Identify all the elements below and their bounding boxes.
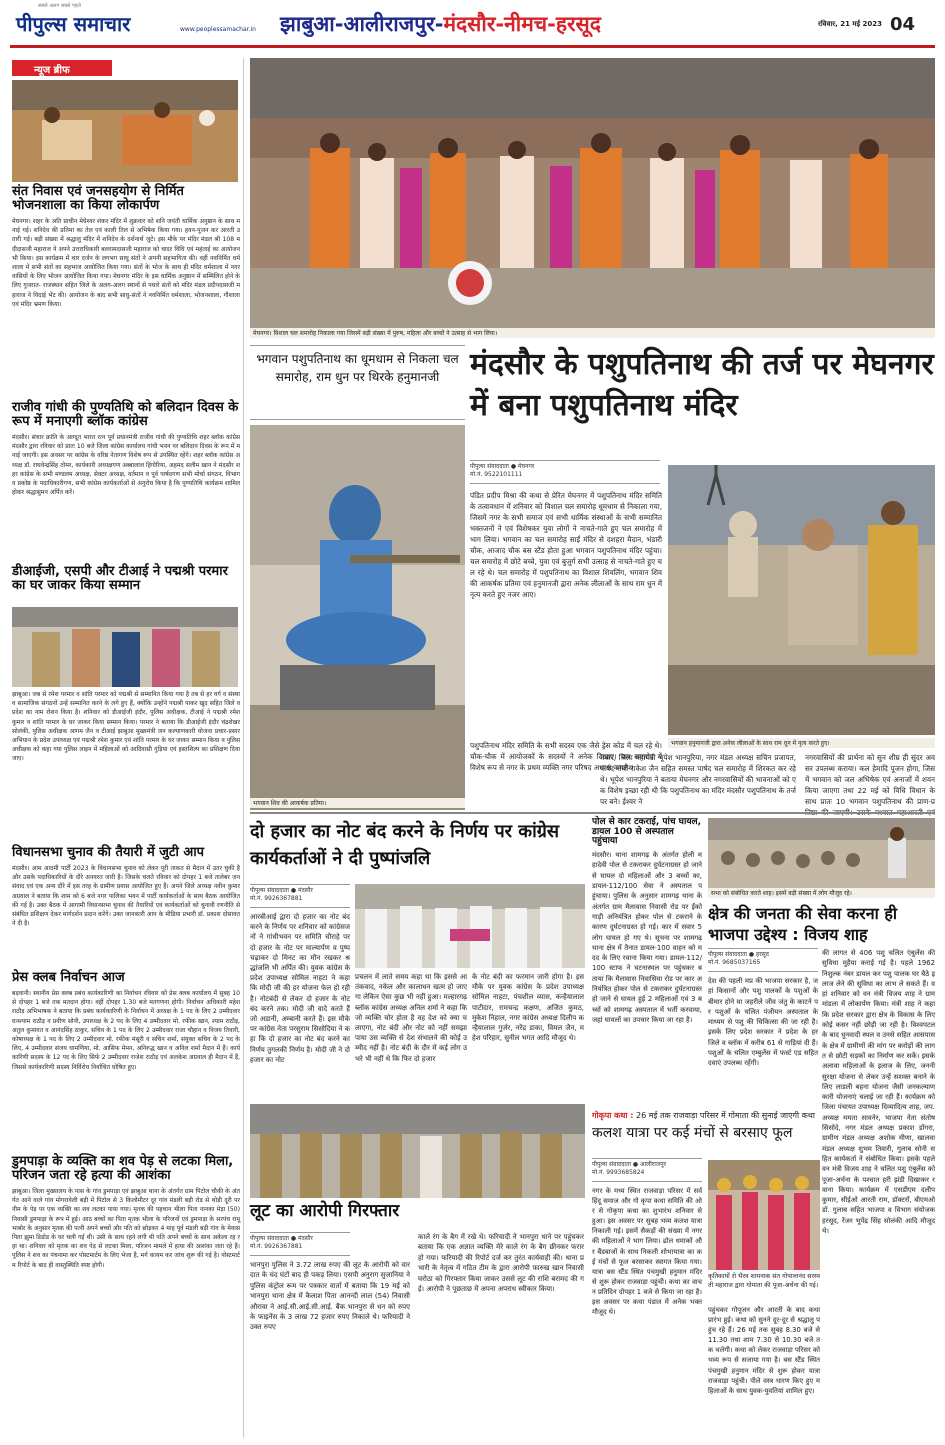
accident-body: मंदसौर। थाना शामगढ़ के अंतर्गत होली महादेवी पोल से टकराकर दुर्घटनाग्रस्त हो जाने से घायल दो महिलाओं और 3 बच्चों का, डायल-112/100 सेवा ने अस्पताल पहुंचाया। पुलिस के अनुसार शामगढ़ थाना के अंतर्गत ग्राम मैलावास निवासी रोड पर ईंको गाड़ी अनियंत्रित होकर पोल से टकराने के कारण दुर्घटनाग्रस्त हो गई। कार में सवार 5 लोग घायल हो गए थे। सूचना पर शामगढ़ थाना क्षेत्र में तैनात डायल-100 वाहन को मदद के लिए रवाना किया गया। डायल-112/100 स्टाफ ने घटनास्थल पर पहुंचकर बताया कि मैलावास निवासिया रोड पर कार अनियंत्रित होकर पोल से टकराकर दुर्घटनाग्रस्त हो जाने से घायल हुई 2 महिलाओं एवं 3 बच्चों को शामगढ़ अस्पताल में भर्ती करवाया, जहां घायलों का उपचार किया जा रहा है। xyxy=(592,851,702,1024)
issue-date: रविवार, 21 मई 2023 xyxy=(818,20,882,28)
masthead-tagline: सबसे अलग सबसे पहले xyxy=(38,3,81,9)
notebandi-photo xyxy=(355,884,585,968)
region-title-b: मंदसौर-नीमच-हरसूद xyxy=(443,12,601,36)
loot-photo xyxy=(250,1104,585,1198)
brief-body: झाबुआ। जिला मुख्यालय के पास के गांव डुमपाड़ा एवं झाबुआ थाना के अंतर्गत ग्राम पिटोल चौकी के अंतर्गत आने वाले गांव मोगरावेली बड़ी में पिटोल से 3 किलोमीटर दूर गांव मंडली बड़ी रोड से थोड़ी दूरी पर नीम के पेड़ पर एक व्यक्ति का शव लटका पाया गया। मृतक की पहचान भीला पिता नानका मेड़ा (50) निवासी डुमपाड़ा के रूप में हुई। आठ बच्चों का पिता मृतक भीला के परिजनों एवं डुमपाड़ा के सरपंच रामू भाबोर के अनुसार मृतक की पत्नी अपने बच्चों और पति को छोड़कर 4 माह पूर्व मंडली बड़ी गांव के मेवास पिता झुमा डिडोड के घर चली गई थी। उसी के साथ रहने लगी थी पति अपने बच्चों के साथ अकेला रह रहा था। शनिवार को मृतक का शव पेड़ से लटका मिला, परिजन मामले में हत्या की आशंका जता रहे हैं। पुलिस ने शव का पंचनामा कर पोस्टमार्टम के लिए भेजा है, मर्ग कायम कर जांच शुरू की गई है। पोस्टमार्टम रिपोर्ट के बाद ही वास्तुस्थिति स्पष्ट होगी। xyxy=(12,1188,240,1269)
notebandi-col-2: प्रचलन में लाते समय कहा था कि इससे आतंकवाद, नकेल और कालाधन खत्म हो जाएगा लेकिन ऐसा कुछ भी नहीं हुआ। मल्हारगढ़ ब्लॉक कांग्रेस अध्यक्ष अनिल शर्मा ने कहा कि जो व्यक्ति चोर होता है वह देश को क्या चलाएगा, नोट बंदी और नोट को नहीं समझा पाया उस व्यक्ति से देश संभालने की कोई उम्मीद नहीं है। नोट बंदी के दौर में कई लोग उभरे भी नहीं थे कि फिर दो हजार xyxy=(355,973,467,1063)
accident-story xyxy=(592,818,702,1108)
brief-photo-padmashri xyxy=(12,607,238,687)
brief-body: मेघनगर। शहर के अति प्राचीन मेघेश्वर शंकर मंदिर में शुक्रवार को शनि जयंती धार्मिक अनुष्ठान के साथ मनाई गई। शनिदेव की प्रतिमा का तेल एवं काली तिल से अभिषेक किया गया। हवन-पूजन कर आरती उतारी गई। बड़ी संख्या में श्रद्धालु मंदिर में शनिदेव के दर्शनार्थ जुटे। इस मौके पर मंदिर मंडल श्री 108 मदीदासजी महाराज ने अपने उत्तराधिकारी बलरामदासजी महाराज को चादर विधि एवं महंताई का आयोजन भी किया। इस कार्यक्रम में चार दर्जन के लगभग साधु संतों ने अपनी सहभागिता की। वहीं नवनिर्मित धर्मशाला में सभी संतों का सहभाज आयोजित किया गया। संतों के भोज के साथ ही मंदिर धर्मशाला में नगरवासियों के लिए भोजन आयोजित किया गया। मेघनगर मंदिर के इस धार्मिक अनुष्ठान में सम्मिलित होने के लिए गुजरात- राजस्थान सहित जिले के अलग-अलग स्थानों से पधारे संतों को मंदिर मंडल प्रदीपदासजी महाराज ने विदाई भेंट की। आयोजन के बाद सभी साधु-संतों ने नवनिर्मित धर्मशाला, भोजनशाला, गौशाला एवं मंदिर भ्रमण किया। xyxy=(12,218,240,308)
byline-name: पीपुल्स संवाददाता ● हरसूद xyxy=(708,951,769,958)
byline-phone: मो.नं. 9926367881 xyxy=(250,1243,303,1250)
lead-photo3-caption: भगवान हनुमानजी द्वारा अनेक लीलाओं के साथ राम धुन में नृत्य करते हुए। xyxy=(668,738,935,748)
gaukatha-kicker-label: गोकृपा कथा : xyxy=(592,1111,634,1120)
gaukatha-col-1: नगर के मध्य स्थित राजवाड़ा परिसर में सर्व हिंदू समाज और गो कृपा कथा समिति की ओर से गोकृपा कथा का शुभारंभ शनिवार से हुआ। इस अवसर पर सुबह भव्य कलश यात्रा निकाली गई। इसमें सैकड़ों की संख्या में नगर की महिलाओं ने भाग लिया। ढोल धमाकों और बैंडबाजों के साथ निकली शोभायात्रा का कई मंचों से फूल बरसाकर स्वागत किया गया। यात्रा बस स्टैंड स्थित पंचमुखी हनुमान मंदिर से शुरू होकर राजवाड़ा पहुंची। कथा का वाचन प्रतिदिन दोपहर 1 बजे से किया जा रहा है। इस अवसर पर कथा पंडाल में अनेक भक्त मौजूद थे। xyxy=(592,1187,702,1317)
loot-col-1: भानपुरा पुलिस ने 3.72 लाख रुपए की लूट के आरोपी को वारदात के चंद घंटों बाद ही पकड़ लिया। एसपी अनुराग सुजानिया ने पुलिस कंट्रोल रूम पर पत्रकार वार्ता में बताया कि 19 मई को भानपुरा थाना क्षेत्र में कैलाश पिता आनन्दी लाल (54) निवासी औरावा ने आई.सी.आई.सी.आई. बैंक भानपुरा से धन को रुपए के फाइनेंस के 3 लाख 72 हजार रुपए निकाले थे। फरियादी ने उक्त रुपए xyxy=(250,1261,410,1332)
brief-item-3-head xyxy=(12,565,240,605)
region-title-a: झाबुआ-आलीराजपुर- xyxy=(280,12,444,36)
byline-phone: मो.नं. 9685037165 xyxy=(708,959,761,966)
lead-photo-caption: मेघनगर। विशाल चल समारोह निकाला गया जिसमें बड़ी संख्या में पुरुष, महिला और बच्चों ने उत्साह से भाग लिया। xyxy=(250,328,935,338)
brief-title: डीआईजी, एसपी और टीआई ने पद्मश्री परमार का घर जाकर किया सम्मान xyxy=(12,564,228,594)
lead-headline xyxy=(470,345,935,455)
lead-byline xyxy=(470,460,660,484)
lead-subhead-text: भगवान पशुपतिनाथ का धूमधाम से निकला चल समारोह, राम धुन पर थिरके हनुमानजी xyxy=(256,352,459,384)
gaukatha-headline-text: कलश यात्रा पर कई मंचों से बरसाए फूल xyxy=(592,1125,793,1141)
byline-phone: मो.नं. 9993685824 xyxy=(592,1169,645,1176)
brief-item-4 xyxy=(12,846,240,966)
brief-title: प्रेस क्लब निर्वाचन आज xyxy=(12,970,125,985)
brief-item-2 xyxy=(12,401,240,561)
brief-item-3-body xyxy=(12,690,240,840)
byline-phone: मो.नं. 9926367881 xyxy=(250,895,303,902)
bjp-headline xyxy=(708,904,935,946)
loot-headline xyxy=(250,1202,585,1230)
byline-phone: मो.नं. 9522101111 xyxy=(470,471,523,478)
brief-title: विधानसभा चुनाव की तैयारी में जुटी आप xyxy=(12,845,205,860)
lead-subhead xyxy=(250,345,465,420)
byline-name: पीपुल्स संवाददाता ● आलीराजपुर xyxy=(592,1161,667,1168)
brief-label-text: न्यूज ब्रीफ xyxy=(34,65,70,76)
gaukatha-kicker xyxy=(592,1110,817,1124)
notebandi-byline xyxy=(250,884,350,908)
gaukatha-col-2: पहुंचकर गोपूजन और आरती के बाद कथा प्रारंभ हुई। कथा को सुनने दूर-दूर से श्रद्धालु पहुंच रहे हैं। 26 मई तक सुबह 8.30 बजे से 11.30 तथा शाम 7.30 से 10.30 बजे तक चलेगी। कथा को लेकर राजवाड़ा परिसर को भव्य रूप से सजाया गया है। बस स्टैंड स्थित पंचमुखी हनुमान मंदिर से शुरू होकर यात्रा राजवाड़ा पहुंची। पीले वस्त्र धारण किए हुए महिलाओं के साथ युवक-युवतियां शामिल हुए। xyxy=(708,1306,820,1395)
gaukatha-kicker-text: 26 मई तक राजवाड़ा परिसर में गोमाता की सुनाई जाएगी कथा xyxy=(635,1111,815,1120)
bjp-photo xyxy=(708,818,935,888)
lead-body-2: पशुपतिनाथ मंदिर समिति के सभी सदस्य एक जैसे ड्रेस कोड में चल रहे थे। चौक-चौक में आयोजकों के सदस्यों ने अनेक दिखाए। चल समारोह में विशेष रूप से नगर के प्रथम व्यक्ति नगर परिषद अध्यक्ष कमलेश xyxy=(470,741,662,772)
website-url[interactable]: www.peoplessamachar.in xyxy=(180,26,256,33)
lead-photo-shiva xyxy=(250,425,465,810)
loot-byline xyxy=(250,1232,350,1256)
notebandi-headline xyxy=(250,818,580,880)
masthead xyxy=(0,0,945,56)
gaukatha-photo xyxy=(708,1160,820,1270)
masthead-rule xyxy=(10,45,935,48)
loot-headline-text: लूट का आरोपी गिरफ्तार xyxy=(250,1201,400,1221)
page-number: 04 xyxy=(890,14,916,35)
gaukatha-photo-caption: कृतिकायों रो भैरव शामनाक संत गोपालानंद सरस्वती महाराज द्वारा गोमाता की पूजा-अर्चना की गई। xyxy=(708,1273,820,1290)
bjp-byline xyxy=(708,948,818,972)
brief-item-1 xyxy=(12,185,240,397)
lead-headline-text: मंदसौर के पशुपतिनाथ की तर्ज पर मेघनगर में बना पशुपतिनाथ मंदिर xyxy=(470,347,934,423)
byline-name: पीपुल्स संवाददाता ● मंदसौर xyxy=(250,1235,313,1242)
bjp-col-2: की लागत से 406 पशु चलित एंबुलेंस की सुविधा मुहैया कराई गई है। पहले 1962 निशुल्क नंबर डायल कर पशु पालक घर बैठे इलाज लेने की सुविधा का लाभ ले सकते हैं। वहां शनिवार को वन मंत्री विजय शाह ने ग्राम मांडला में लोकार्पण किया। मंत्री शाह ने कहा कि प्रदेश सरकार द्वारा क्षेत्र के विकास के लिए कोई कसर नहीं छोड़ी जा रही है। विश्वपटल के बाद धुनवादी स्थल व उनसे सहित आसपास के क्षेत्र में ग्रामीणों की मांग पर करोड़ों की लागत से छोटी सड़कों का निर्माण कर सकें। इसके अलावा महिलाओं के इलाज के लिए, जननी सुरक्षा योजना से लेकर उन्हें सशक्त बनाने के लिए लाडली बहना योजना जैसी जनकल्याणकारी योजनाएं चलाई जा रही हैं। कार्यक्रम को जिला पंचायत उपाध्यक्ष दिव्यादित्य शाह, जप. अध्यक्ष ममता सावनेर, भाजपा नेता संतोष सिसोदे, नगर मंडल अध्यक्ष प्रकाश डोंगरा, ग्रामीण मंडल अध्यक्ष अशोक मीणा, खालवा मंडल अध्यक्ष शुभम तिवारी, गुलाब सोनी सहित कार्यकर्ता ने संबोधित किया। इसके पहले वन मंत्री विजय शाह ने चलित पशु एंबुलेंस को पूजा-अर्चना के पश्चात हरी झंडी दिखाकर रवाना किया। कार्यक्रम में एसडीएम दलीप कुमार, सीईओ आरती राम, डॉक्टरों, बीएमओ डॉ. गुलाब सहित भाजपा व विभाग संयोजक हरसूद, रेंजर भूपेंद्र सिंह सोलंकी आदि मौजूद थे। xyxy=(822,949,935,1236)
notebandi-headline-text: दो हजार का नोट बंद करने के निर्णय पर कांग्रेस कार्यकर्ताओं ने दी पुष्पांजलि xyxy=(250,821,560,869)
notebandi-col-3: के नोट बंदी का फरमान जारी होगा है। इस मौके पर युवक कांग्रेस के प्रदेश उपाध्यक्ष सोमिल नाहटा, पंचशील व्यास, कन्हैयालाल पाटीदार, रामचन्द्र कक्षण, अजित कुमठ, मुकेश निहाल, नगर कांग्रेस अध्यक्ष दिलीप कन्हैयालाल गुर्जर, नरेंद्र डाका, विमल जैन, महेश परिहार, सुनील भगत आदि मौजूद थे। xyxy=(472,973,584,1043)
loot-col-2: काले रंग के बैग में रखे थे। फरियादी ने भानपुरा थाने पर पहुंचकर बताया कि एक अज्ञात व्यक्ति मेरे काले रंग के बैग छीनकर फरार हो गया। फरियादी की रिपोर्ट दर्ज कर तुरंत कार्यवाही की। थाना प्रभारी के नेतृत्व में गठित टीम के द्वारा आरोपी फारुख खान निवासी घरोठा को गिरफ्तार किया जाकर उससे लूट की राशि बरामद की गई। आरोपी ने पूछताछ में अपना अपराध स्वीकार किया। xyxy=(418,1233,584,1294)
brief-title: संत निवास एवं जनसहयोग से निर्मित भोजनशाला का किया लोकार्पण xyxy=(12,184,184,214)
lead-body-3: मचार, जिला महामंत्री भूपेश भानपुरिया, नगर मंडल अध्यक्ष सचिन प्रजापत, पार्षद रांची राकेश जैन सहित समस्त पार्षद चल समारोह में शिरकत कर रहे थे। भूपेश भानपुरिया ने बताया मेघनगर और नगरवासियों की भावनाओं को एक विशेष इच्छा रही थी कि पशुपतिनाथ का मंदिर मंदसौर पशुपतिनाथ के तर्ज पर बने। ईश्वर ने xyxy=(600,753,796,806)
newspaper-logo[interactable]: पीपुल्स समाचार xyxy=(16,12,131,36)
column-divider xyxy=(243,58,244,1438)
section-rule xyxy=(250,812,935,814)
bjp-col-1: देश की पहली मप्र की भाजपा सरकार है, जहां किसानों और पशु पालकों के पशुओं के बीमार होने या जहरीले जीव जंतु के काटने पर पशुओं के चलित पंजीयन अस्पताल के माध्यम से पशु की चिकित्सा की जा रही है। इसके लिए प्रदेश सरकार ने प्रदेश के हर जिले व ब्लॉक में करीब 61 से गाड़ियां दी हैं। पशुओं के चलित एम्बुलेंस में फर्स्ट एड सहित दवाएं उपलब्ध रहेंगी। xyxy=(708,977,818,1068)
brief-body: झाबुआ। जब से रमेश परमार व शांति परमार को पद्मश्री से सम्मानित किया गया है तब से हर वर्ग व संस्था व सामाजिक संगठनों उन्हें सम्मानित करने के लगे हुए हैं, क्योंकि उन्होंने पद्मश्री पाकर खुद सहित जिले व प्रदेश का नाम रोशन किया है। शनिवार को डीआईजी इंदौर, पुलिस अधीक्षक, टीआई ने पद्मश्री रमेश कुमार व शांति परमार के घर जाकर किया सम्मान किया। परमार ने बताया कि डीआईजी इंदौर चंद्रशेखर सोलंकी, पुलिस अधीक्षक आगम जैन व टीआई झाबुआ मुख्यमंत्री जन कल्याणकारी योजना प्रचार-प्रसार अभियान के प्रदेश उपाध्यक्ष एवं पद्मश्री रमेश कुमार एवं शांति परमार के घर जाकर सम्मान किया व पुलिस अधीक्षक को कहा गया पुलिस लाइन में महिलाओं को आदिवासी गुड़िया एवं हस्तशिल्प का प्रशिक्षण दिया जाए। xyxy=(12,691,240,763)
lead-body-4: नगरवासियों की प्रार्थना को सुन शीघ्र ही सुंदर अवसर उपलब्ध कराया। कल हेमादि पूजन होगा, जिसमें भगवान को जल अभिषेक एवं अनाजों में शयन किया जाएगा तथा 22 मई को विधि विधान के साथ प्रातः 10 भगवान पशुपतिनाथ की प्राण-प्र xyxy=(805,753,935,806)
brief-photo-bhojanshala xyxy=(12,80,238,182)
byline-name: पीपुल्स संवाददाता ● मंदसौर xyxy=(250,887,313,894)
bjp-photo-caption: सभा को संबोधित करते शाह। इसमें बड़ी संख्या में लोग मौजूद रहे। xyxy=(708,888,935,898)
byline-name: पीपुल्स संवाददाता ● मेघनगर xyxy=(470,463,535,470)
brief-body: मंदसौर। आम आदमी पार्टी 2023 के विधानसभा चुनाव को लेकर पूरी ताकत से मैदान में उतर चुकी है और उसके पदाधिकारियों के दौरे अनवरत जारी है। जिसके चलते रविवार को दोपहर 1 बजे तालेबर जनसंवाद एवं एक अन्य दौरे में इस तरह के ग्रामीण प्रवास आयोजित हुए हैं। अपने जिले अध्यक्ष नवीन कुमार अग्रवाल ने बताया कि शाम को 6 बजे नगर पालिका भवन में पार्टी कार्यकर्ताओं के साथ बैठक आयोजित की गई है। उक्त बैठक में आगामी विधानसभा चुनाव की तैयारियों एवं कार्यकर्ताओं को चुनावी रणनीति से संबंधित प्रशिक्षण देकर मार्गदर्शन प्रदान करेंगे। उक्त जानकारी आप के मीडिया प्रभारी डॉ. प्रकाश दोसावत ने दी है। xyxy=(12,865,240,928)
bjp-headline-text: क्षेत्र की जनता की सेवा करना ही भाजपा उद्देश्य : विजय शाह xyxy=(708,904,897,944)
lead-photo-procession xyxy=(250,58,935,328)
brief-title: राजीव गांधी की पुण्यतिथि को बलिदान दिवस के रूप में मनाएगी ब्लॉक कांग्रेस xyxy=(12,400,239,430)
lead-body-1: पंडित प्रदीप मिश्रा की कथा से प्रेरित मेघनगर में पशुपतिनाथ मंदिर समिति के तत्वावधान में शनिवार को विशाल चल समारोह धूमधाम से निकाला गया, जिसमें नगर के सभी समाज एवं सभी धार्मिक संस्थाओं के सभी सम्मानित भक्तजनों ने एवं विशेषकर युवा लोगों ने नाचते-गाते हुए चल समारोह में भाग लिया। भगवान का चल समारोह साईं मंदिर से दशहरा मैदान, भंडारी चौक, आजाद चौक बस स्टैंड होता हुआ भगवान पशुपतिनाथ मंदिर पहुंचा। चल समारोह में छोटे बच्चे, युवा एवं बुजुर्ग सभी उत्साह से नाचते-गाते हुए चल रहे थे। चल समारोह में पशुपतिनाथ का विशाल शिवलिंग, भगवान शिव की आकर्षक प्रतिमा एवं हनुमानजी द्वारा अनेक लीलाओं के साथ राम धुन में नृत्य करते हुए नजर आए। xyxy=(470,491,662,599)
region-title xyxy=(280,10,601,38)
brief-body: मंदसौर। संचार क्रांति के आग्दूत भारत रत्न पूर्व प्रधानमंत्री राजीव गांधी की पुण्यतिथि शहर ब्लॉक कांग्रेस मंदसौर द्वारा रविवार को प्रातः 10 बजे जिला कांग्रेस कार्यालय गांधी भवन पर बलिदान दिवस के रूप में मनाई जाएगी। इस अवसर पर कांग्रेस के वरिष्ठ नेतागण विशेष रूप से उपस्थित रहेंगे। शहर ब्लॉक कांग्रेस अध्यक्ष डॉ. राघवेन्द्रसिंह तोमर, कार्यकारी अध्यक्षगण अब्बालाल हिंगोरिया, अहमद सलीम खान ने मंदसौर शहर कांग्रेस के सभी मण्डलम अध्यक्ष, सेक्टर अध्यक्ष, वर्तमान व पूर्व पार्षदगण सभी मोर्चा संगठन, विभाग व प्रकोष्ठ के पदाधिकारीगण, सभी कांग्रेस कार्यकर्ताओं से अनुरोध किया है कि पुण्यतिथि कार्यक्रम शामिल होकर श्रद्धासुमन अर्पित करें। xyxy=(12,434,240,497)
brief-item-6 xyxy=(12,1155,240,1438)
gaukatha-headline xyxy=(592,1126,817,1156)
brief-label xyxy=(12,60,112,76)
notebandi-col-1: आरबीआई द्वारा दो हजार का नोट बंद करने के निर्णय पर शनिवार को कांग्रेसजनों ने गांधीभवन पर समिति चौराहे पर दो हजार के नोट पर माल्यार्पण व पुष्प चढ़ाकर दो मिनट का मौन रखकर श्रद्धांजलि भी अर्पित की। युवक कांग्रेस के प्रदेश उपाध्यक्ष सोमिल नाहटा ने कहा कि मोदी जी की हर योजना फेल हो रही है। नोटबंदी से लेकर दो हजार के नोट बंद करने तक। मोदी जी वादे करते हैं जो अडानी, अम्बानी करते हैं। इस मौके पर कांग्रेस नेता परसुराम सिसोदिया ने कहा कि दो हजार का नोट बंद करने का निर्णय तुगलकी निर्णय है। मोदी जी ने दो हजार का नोट xyxy=(250,913,350,1064)
lead-photo-hanuman xyxy=(668,465,935,735)
brief-item-5 xyxy=(12,971,240,1151)
accident-headline: पोल से कार टकराई, पांच घायल, डायल 100 से अस्पताल पहुंचाया xyxy=(592,817,702,847)
brief-title: डुमपाड़ा के व्यक्ति का शव पेड़ से लटका मिला, परिजन जता रहे हत्या की आशंका xyxy=(12,1154,234,1184)
brief-body: बड़वानी। स्थानीय प्रेस क्लब प्रबंध कार्यकारिणी का निर्वाचन रविवार को प्रेस क्लब कार्यालय में सुबह 10 से दोपहर 1 बजे तक मतदान होगा। वहीं दोपहर 1.30 बजे मतगणना होगी। निर्वाचन अधिकारी महेश राठौड़ अभिभाषक ने बताया कि प्रबंध कार्यकारिणी के निर्वाचन में अध्यक्ष के 1 पद के लिए 2 उम्मीदवार घनश्याम राठौड़ व प्रवीण सोनी, उपाध्यक्ष के 2 पद के लिए 4 उम्मीदवार मो. रफीक खान, श्याम राठौड़, अतुल कुमावत व आनंदसिंह ठाकुर, सचिव के 1 पद के लिए 2 उम्मीदवार राजा चौहान व विजय तिवारी, कोषाध्यक्ष के 1 पद के लिए 2 उम्मीदवार मो. रफीक मंसूरी व सचिन शर्मा, संयुक्त सचिव के 2 पद के लिए, 4 उम्मीदवार संजय धामणिया, मो. आसिफ मेमन, अनिरुद्ध खान व अनिल शर्मा मैदान में हैं। कार्यकारिणी सदस्य के 12 पद के लिए सिर्फ 2 उम्मीदवार राजेश राठौड़ एवं अलकेश अग्रवाल ही मैदान में हैं, जिससे कार्यकारिणी सदस्य निर्विरोध निर्वाचित घोषित हुए। xyxy=(12,990,240,1071)
gaukatha-byline xyxy=(592,1158,702,1182)
lead-photo2-caption: भगवान शिव की आकर्षक प्रतिमा। xyxy=(250,798,465,808)
